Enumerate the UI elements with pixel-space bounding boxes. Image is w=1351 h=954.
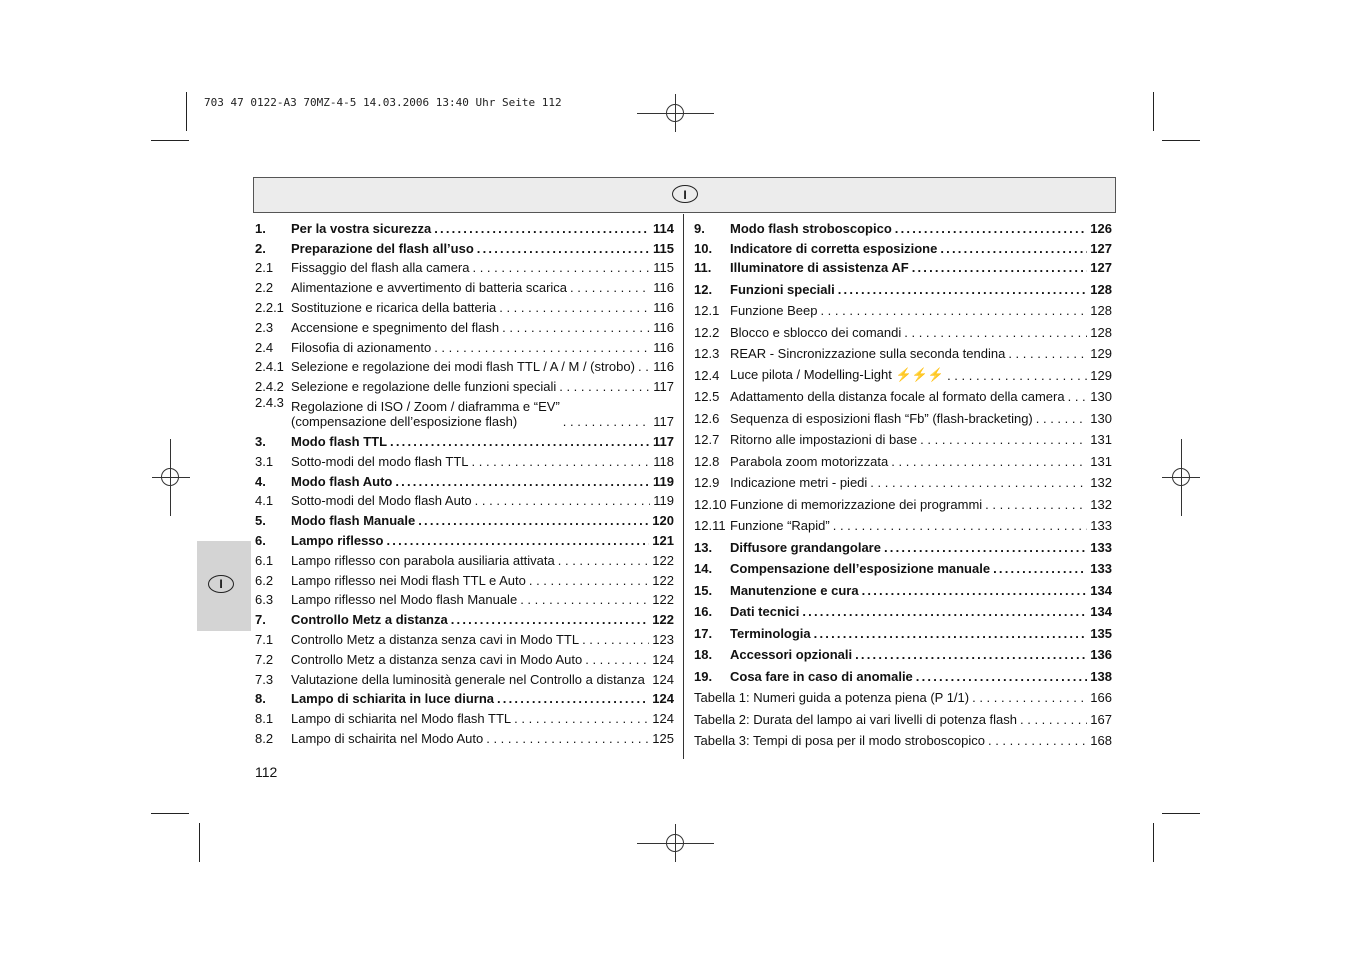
toc-entry-leader: [585, 652, 649, 667]
toc-entry-page: 131: [1090, 453, 1112, 469]
print-header: 703 47 0122-A3 70MZ-4-5 14.03.2006 13:40 Uhr Seite 112: [204, 96, 562, 109]
toc-entry-title: Modo flash Auto: [291, 473, 393, 489]
toc-entry: [255, 374, 674, 394]
toc-entry-page: 130: [1090, 389, 1112, 405]
toc-entry-page: 124: [652, 651, 674, 667]
toc-entry-leader: [475, 493, 651, 508]
toc-entry: [255, 236, 674, 256]
toc-entry: [694, 447, 1112, 469]
toc-entry-page: 124: [652, 691, 674, 707]
toc-entry-leader: [386, 533, 649, 548]
side-language-badge: I: [208, 575, 234, 593]
toc-entry-leader: [972, 690, 1087, 705]
page-number: 112: [255, 764, 278, 780]
toc-entry-number: 6.3: [255, 592, 274, 608]
toc-entry: [255, 275, 674, 295]
toc-entry: [694, 576, 1112, 598]
toc-entry-title: Selezione e regolazione dei modi flash TTL / A / M / (strobo): [291, 359, 635, 375]
toc-entry-number: 12.10: [694, 496, 727, 512]
toc-entry-title: Funzioni speciali: [730, 281, 835, 297]
toc-entry-page: 128: [1090, 281, 1112, 297]
toc-entry: [255, 548, 674, 568]
toc-entry-page: 131: [1090, 432, 1112, 448]
toc-entry-page: 130: [1090, 410, 1112, 426]
toc-entry: [694, 662, 1112, 684]
toc-entry: [255, 295, 674, 315]
toc-entry-number: 3.1: [255, 453, 274, 469]
crop-mark: [199, 823, 200, 862]
toc-entry-title: Funzione “Rapid”: [730, 518, 830, 534]
toc-entry-title: Fissaggio del flash alla camera: [291, 260, 470, 276]
toc-entry-number: 7.3: [255, 671, 274, 687]
toc-entry-leader: [891, 454, 1087, 469]
toc-entry-leader: [514, 711, 649, 726]
side-language-tab: [197, 541, 251, 631]
toc-entry-number: 2.4.1: [255, 359, 284, 375]
toc-entry-page: 118: [653, 453, 674, 469]
toc-entry-page: 122: [652, 552, 674, 568]
toc-entry: [694, 340, 1112, 362]
toc-entry-leader: [1036, 411, 1088, 426]
toc-entry-number: 12.1: [694, 303, 720, 319]
toc-entry: [255, 667, 674, 687]
toc-entry: [255, 216, 674, 236]
toc-entry-title: Lampo di schiarita nel Modo flash TTL: [291, 711, 512, 727]
toc-entry-leader: [582, 632, 649, 647]
toc-entry-page: 138: [1090, 668, 1112, 684]
toc-entry-leader: [838, 282, 1088, 297]
toc-entry-leader: [418, 513, 649, 528]
toc-entry-number: 17.: [694, 625, 713, 641]
toc-entry-page: 129: [1090, 367, 1112, 383]
toc-entry-page: 119: [653, 493, 674, 509]
toc-entry-title: REAR - Sincronizzazione sulla seconda tendina: [730, 346, 1006, 362]
toc-entry-number: 2.: [255, 240, 266, 256]
toc-entry-number: 2.3: [255, 319, 274, 335]
toc-entry-leader: [529, 573, 649, 588]
toc-entry-page: 122: [652, 592, 674, 608]
toc-entry-number: 3.: [255, 433, 266, 449]
toc-entry-title: Diffusore grandangolare: [730, 539, 881, 555]
toc-entry-leader: [434, 221, 650, 236]
toc-entry: [694, 619, 1112, 641]
toc-entry-number: 12.2: [694, 324, 720, 340]
toc-entry-leader: [648, 672, 649, 687]
toc-entry-title: Luce pilota / Modelling-Light ⚡⚡⚡: [730, 366, 945, 382]
toc-entry-number: 12.: [694, 281, 713, 297]
toc-entry-title: Parabola zoom motorizzata: [730, 453, 889, 469]
toc-entry-leader: [985, 497, 1087, 512]
toc-entry-number: 1.: [255, 220, 266, 236]
toc-entry: [694, 705, 1112, 727]
toc-entry-leader: [520, 592, 649, 607]
toc-entry-page: 127: [1090, 260, 1112, 276]
toc-entry-number: 2.4: [255, 339, 274, 355]
toc-entry-leader: [434, 340, 650, 355]
toc-entry: [694, 361, 1112, 383]
toc-entry: [694, 426, 1112, 448]
toc-entry-title: Modo flash Manuale: [291, 513, 416, 529]
toc-entry-leader: [472, 260, 650, 275]
toc-entry-number: 13.: [694, 539, 713, 555]
toc-entry-leader: [1008, 346, 1087, 361]
toc-entry-leader: [395, 474, 650, 489]
toc-entry-leader: [904, 325, 1087, 340]
toc-entry-title: Sostituzione e ricarica della batteria: [291, 299, 497, 315]
toc-entry-leader: [947, 368, 1087, 383]
crop-mark: [1153, 823, 1154, 862]
toc-entry-title: Terminologia: [730, 625, 811, 641]
toc-entry-number: 19.: [694, 668, 713, 684]
crop-mark: [1162, 140, 1200, 141]
toc-entry-number: 12.9: [694, 475, 720, 491]
crop-mark: [151, 813, 189, 814]
toc-entry-title: Controllo Metz a distanza senza cavi in Modo Auto: [291, 651, 583, 667]
toc-entry-number: 2.2.1: [255, 299, 284, 315]
toc-entry: [255, 469, 674, 489]
toc-entry: [694, 727, 1112, 749]
toc-entry-leader: [802, 604, 1087, 619]
toc-entry-leader: [940, 241, 1087, 256]
toc-entry-page: 125: [652, 730, 674, 746]
toc-entry-page: 116: [653, 280, 674, 296]
toc-entry-title: Sequenza di esposizioni flash “Fb” (flash-bracketing): [730, 410, 1033, 426]
toc-entry-number: 18.: [694, 647, 713, 663]
crop-mark: [186, 92, 187, 131]
toc-entry-page: 114: [653, 220, 674, 236]
toc-entry-title: Sotto-modi del modo flash TTL: [291, 453, 469, 469]
toc-right-column: [694, 216, 1112, 748]
toc-entry-leader: [862, 583, 1088, 598]
toc-entry: [694, 641, 1112, 663]
toc-entry: [255, 607, 674, 627]
toc-entry: [255, 647, 674, 667]
toc-entry: [255, 568, 674, 588]
toc-entry: [694, 490, 1112, 512]
toc-entry-leader: [855, 647, 1087, 662]
toc-entry: [255, 335, 674, 355]
toc-entry-title: Lampo riflesso nel Modo flash Manuale: [291, 592, 518, 608]
toc-entry-page: 133: [1090, 518, 1112, 534]
toc-entry-leader: [477, 241, 650, 256]
toc-entry-page: 127: [1090, 240, 1112, 256]
toc-entry-number: 12.6: [694, 410, 720, 426]
toc-entry-title: Manutenzione e cura: [730, 582, 859, 598]
toc-entry-leader: [1020, 712, 1087, 727]
toc-entry-title: Dati tecnici: [730, 604, 800, 620]
toc-entry-leader: [558, 553, 650, 568]
toc-entry-page: 123: [652, 631, 674, 647]
toc-entry-number: 8.: [255, 691, 266, 707]
toc-entry-title: Selezione e regolazione delle funzioni speciali: [291, 379, 557, 395]
toc-entry: [255, 355, 674, 375]
toc-entry: [694, 404, 1112, 426]
toc-entry-number: 10.: [694, 240, 713, 256]
toc-entry-page: 122: [652, 572, 674, 588]
toc-left-column: [255, 216, 674, 746]
toc-entry-page: 124: [652, 671, 674, 687]
toc-entry: [694, 236, 1112, 256]
toc-entry: [255, 706, 674, 726]
toc-entry-title: Lampo di schairita nel Modo Auto: [291, 730, 484, 746]
toc-entry-page: 134: [1090, 604, 1112, 620]
toc-entry-title: Ritorno alle impostazioni di base: [730, 432, 918, 448]
toc-entry-leader: [870, 475, 1087, 490]
toc-entry-page: 126: [1090, 220, 1112, 236]
toc-entry-leader: [884, 540, 1087, 555]
toc-entry-title: Lampo riflesso con parabola ausiliaria attivata: [291, 552, 555, 568]
toc-entry-number: 12.11: [694, 518, 726, 534]
toc-entry-title: Controllo Metz a distanza senza cavi in Modo TTL: [291, 631, 580, 647]
toc-entry-number: 12.5: [694, 389, 720, 405]
toc-entry: [255, 394, 674, 429]
toc-entry: [255, 256, 674, 276]
toc-entry-number: 9.: [694, 220, 705, 236]
toc-entry-leader: [833, 518, 1088, 533]
toc-entry-leader: [1068, 389, 1088, 404]
toc-entry-page: 117: [653, 379, 674, 395]
toc-entry-title-line1: Regolazione di ISO / Zoom / diaframma e “EV”: [291, 399, 560, 415]
toc-entry-page: 117: [653, 433, 674, 449]
toc-entry-number: 6.1: [255, 552, 274, 568]
toc-entry-number: 2.1: [255, 260, 274, 276]
toc-entry-number: 12.3: [694, 346, 720, 362]
toc-entry-page: 116: [653, 299, 674, 315]
toc-entry-page: 121: [652, 532, 674, 548]
toc-entry: [255, 489, 674, 509]
toc-entry-number: 12.4: [694, 367, 720, 383]
toc-entry-number: 2.2: [255, 280, 274, 296]
toc-entry-title: Compensazione dell’esposizione manuale: [730, 561, 991, 577]
toc-entry-title: Lampo riflesso: [291, 532, 384, 548]
toc-entry-page: 115: [653, 240, 674, 256]
toc-entry-number: 2.4.3: [255, 395, 284, 411]
toc-entry-page: 166: [1090, 690, 1112, 706]
toc-entry-leader: [988, 733, 1087, 748]
toc-entry-title-line2: (compensazione dell’esposizione flash): [291, 414, 518, 430]
toc-entry-number: 16.: [694, 604, 713, 620]
toc-entry-title: Per la vostra sicurezza: [291, 220, 432, 236]
toc-entry-title: Funzione di memorizzazione dei programmi: [730, 496, 983, 512]
toc-entry: [255, 627, 674, 647]
toc-entry-title: Accessori opzionali: [730, 647, 853, 663]
toc-entry-page: 136: [1090, 647, 1112, 663]
toc-entry: [694, 256, 1112, 276]
toc-entry: [694, 297, 1112, 319]
toc-entry-number: 4.: [255, 473, 266, 489]
toc-entry-leader: [472, 454, 651, 469]
toc-entry-title: Lampo riflesso nei Modi flash TTL e Auto: [291, 572, 526, 588]
toc-entry-number: 7.: [255, 612, 266, 628]
toc-entry-page: 116: [653, 319, 674, 335]
toc-entry-number: 7.1: [255, 631, 274, 647]
toc-entry-page: 168: [1090, 733, 1112, 749]
toc-entry-page: 120: [652, 513, 674, 529]
toc-entry-leader: [912, 260, 1088, 275]
toc-entry-page: 132: [1090, 496, 1112, 512]
toc-entry-number: 6.2: [255, 572, 274, 588]
toc-entry-leader: [563, 414, 650, 429]
toc-entry: [255, 726, 674, 746]
toc-entry-leader: [451, 612, 650, 627]
toc-entry: [255, 429, 674, 449]
toc-entry-leader: [486, 731, 649, 746]
toc-entry-number: 7.2: [255, 651, 274, 667]
toc-entry-leader: [390, 434, 650, 449]
toc-entry-title: Tabella 1: Numeri guida a potenza piena (P 1/1): [694, 690, 970, 706]
toc-entry: [694, 318, 1112, 340]
toc-entry-title: Controllo Metz a distanza: [291, 612, 448, 628]
toc-entry-number: 5.: [255, 513, 266, 529]
toc-entry: [694, 383, 1112, 405]
toc-entry-title: Sotto-modi del Modo flash Auto: [291, 493, 472, 509]
crop-mark: [1153, 92, 1154, 131]
toc-entry-number: 12.7: [694, 432, 720, 448]
toc-entry-number: 6.: [255, 532, 266, 548]
toc-entry-leader: [895, 221, 1088, 236]
toc-entry-page: 134: [1090, 582, 1112, 598]
toc-entry-number: 4.1: [255, 493, 274, 509]
toc-entry: [694, 216, 1112, 236]
toc-entry-title: [291, 399, 560, 429]
toc-entry-number: 15.: [694, 582, 713, 598]
toc-entry: [694, 598, 1112, 620]
toc-entry: [694, 469, 1112, 491]
header-band: [253, 177, 1116, 213]
toc-entry-title: Adattamento della distanza focale al formato della camera: [730, 389, 1065, 405]
toc-entry: [694, 555, 1112, 577]
toc-entry-leader: [497, 691, 649, 706]
toc-entry-leader: [814, 626, 1088, 641]
toc-entry-page: 135: [1090, 625, 1112, 641]
toc-entry-leader: [916, 669, 1088, 684]
toc-entry: [255, 315, 674, 335]
toc-entry-page: 116: [653, 339, 674, 355]
toc-entry-page: 124: [652, 711, 674, 727]
toc-entry-page: 129: [1090, 346, 1112, 362]
toc-entry-number: 8.2: [255, 730, 274, 746]
toc-entry-page: 167: [1090, 711, 1112, 727]
toc-entry-title: Tabella 3: Tempi di posa per il modo stroboscopico: [694, 733, 985, 749]
toc-entry-page: 128: [1090, 303, 1112, 319]
toc-entry-number: 11.: [694, 260, 712, 276]
toc-entry: [255, 508, 674, 528]
toc-entry-title: Indicatore di corretta esposizione: [730, 240, 938, 256]
toc-entry: [694, 275, 1112, 297]
toc-entry-leader: [920, 432, 1087, 447]
toc-entry-title: Modo flash stroboscopico: [730, 220, 892, 236]
toc-entry-leader: [499, 300, 650, 315]
toc-entry-title: Alimentazione e avvertimento di batteria scarica: [291, 280, 568, 296]
toc-entry-leader: [638, 359, 650, 374]
toc-entry-number: 2.4.2: [255, 379, 284, 395]
toc-entry-leader: [993, 561, 1087, 576]
toc-entry-page: 117: [653, 414, 674, 430]
toc-entry: [255, 588, 674, 608]
toc-entry-title: Illuminatore di assistenza AF: [730, 260, 909, 276]
toc-entry-leader: [559, 379, 650, 394]
toc-entry-page: 115: [653, 260, 674, 276]
toc-entry: [255, 528, 674, 548]
column-divider: [683, 214, 684, 759]
toc-entry-page: 128: [1090, 324, 1112, 340]
toc-entry-title: Valutazione della luminosità generale nel Controllo a distanza: [291, 671, 645, 687]
toc-entry-leader: [820, 303, 1087, 318]
toc-entry-title: Tabella 2: Durata del lampo ai vari livelli di potenza flash: [694, 711, 1018, 727]
toc-entry: [255, 687, 674, 707]
toc-entry-title: Indicazione metri - piedi: [730, 475, 868, 491]
toc-entry-title: Accensione e spegnimento del flash: [291, 319, 500, 335]
toc-entry-number: 8.1: [255, 711, 274, 727]
toc-entry-number: 14.: [694, 561, 713, 577]
toc-entry-title: Lampo di schiarita in luce diurna: [291, 691, 494, 707]
crop-mark: [151, 140, 189, 141]
toc-entry: [694, 533, 1112, 555]
toc-entry: [694, 512, 1112, 534]
toc-entry-title: Funzione Beep: [730, 303, 818, 319]
toc-entry-page: 132: [1090, 475, 1112, 491]
toc-entry-title: Preparazione del flash all’uso: [291, 240, 474, 256]
toc-entry-leader: [570, 280, 650, 295]
toc-entry-leader: [502, 320, 650, 335]
toc-entry-page: 133: [1090, 561, 1112, 577]
toc-entry: [694, 684, 1112, 706]
toc-entry-title: Filosofia di azionamento: [291, 339, 432, 355]
toc-entry-number: 12.8: [694, 453, 720, 469]
language-badge: I: [672, 185, 698, 203]
toc-entry-title: Cosa fare in caso di anomalie: [730, 668, 913, 684]
toc-entry-page: 122: [652, 612, 674, 628]
toc-entry-page: 116: [653, 359, 674, 375]
toc-entry-page: 119: [653, 473, 674, 489]
toc-entry-title: Modo flash TTL: [291, 433, 388, 449]
toc-entry: [255, 449, 674, 469]
toc-entry-title: Blocco e sblocco dei comandi: [730, 324, 902, 340]
toc-entry-page: 133: [1090, 539, 1112, 555]
crop-mark: [1162, 813, 1200, 814]
